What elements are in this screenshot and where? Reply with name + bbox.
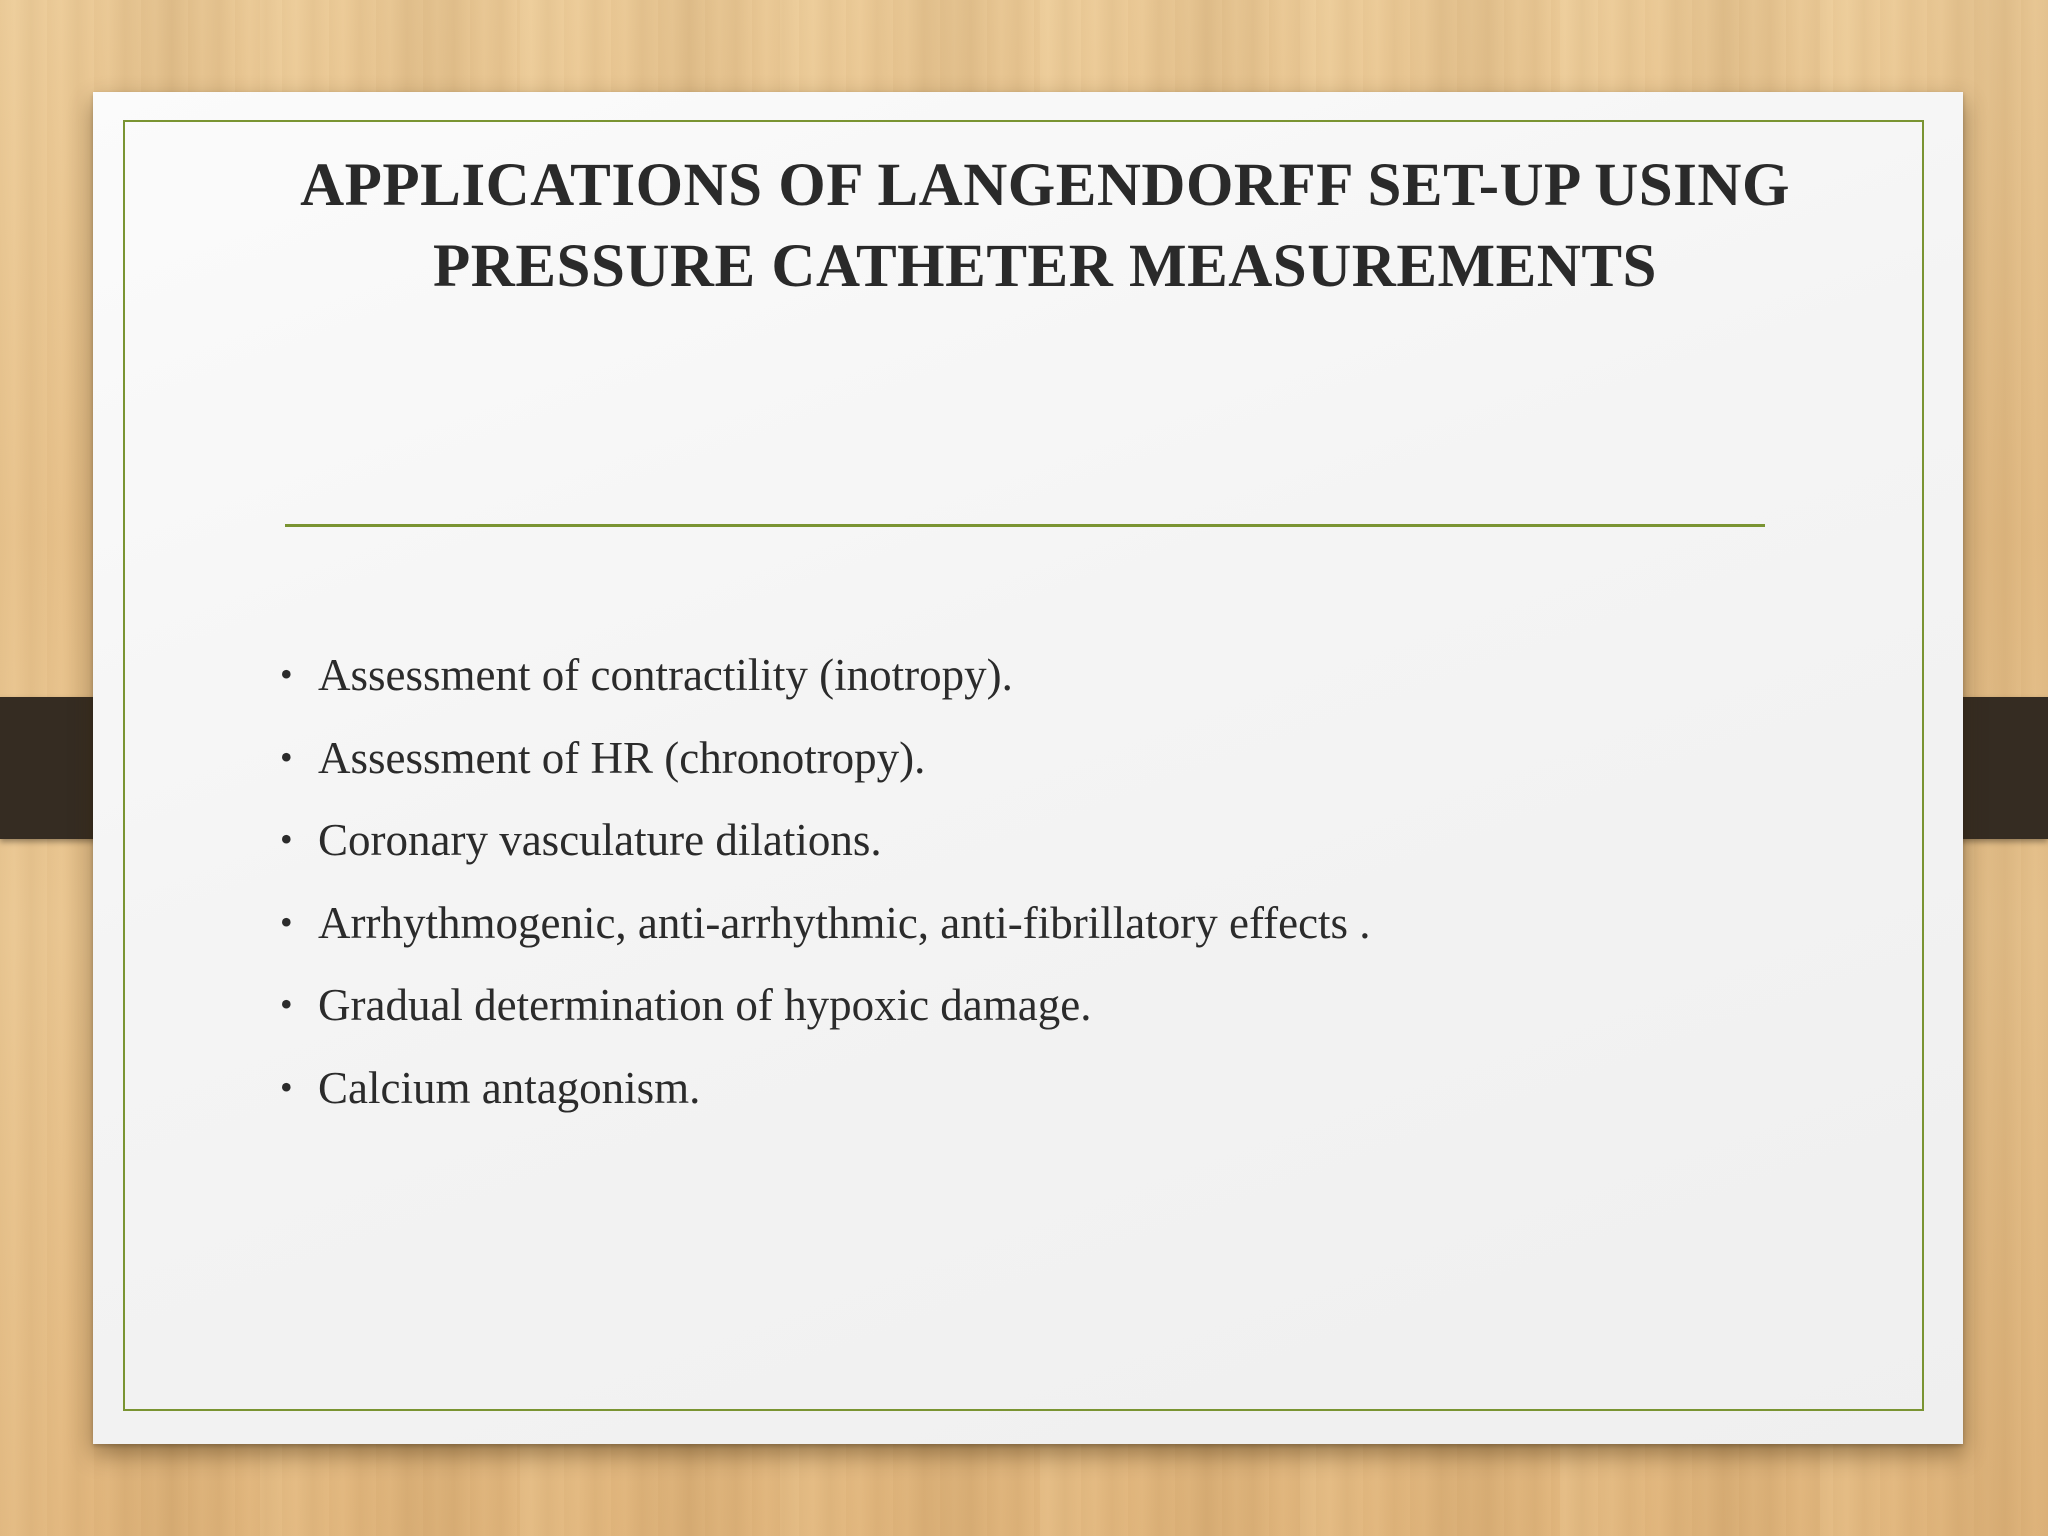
bullet-icon: • (280, 819, 293, 859)
bullet-icon: • (280, 736, 293, 777)
bullet-icon: • (280, 901, 293, 942)
bullet-item-3 (280, 799, 1371, 882)
bullet-item-4 (280, 882, 1371, 965)
bullet-item-6 (280, 1047, 1371, 1130)
bullet-text: Gradual determination of hypoxic damage. (318, 980, 1092, 1030)
bullet-text: Calcium antagonism. (318, 1062, 701, 1113)
slide-title-line-1: APPLICATIONS OF LANGENDORFF SET-UP USING (300, 152, 1790, 219)
bullet-text: Coronary vasculature dilations. (318, 815, 882, 865)
slide-title-line-2: PRESSURE CATHETER MEASUREMENTS (433, 233, 1657, 300)
bullet-icon: • (280, 654, 293, 694)
bullet-list (280, 634, 1371, 1129)
bullet-icon: • (280, 984, 293, 1024)
bullet-icon: • (280, 1066, 293, 1107)
slide-title (150, 145, 1940, 307)
bullet-text: Assessment of HR (chronotropy). (318, 732, 926, 783)
bullet-item-5 (280, 964, 1371, 1047)
bullet-item-2 (280, 717, 1371, 800)
title-divider (285, 524, 1765, 527)
bullet-item-1 (280, 634, 1371, 717)
bullet-text: Arrhythmogenic, anti-arrhythmic, anti-fibrillatory effects . (318, 897, 1371, 948)
bullet-text: Assessment of contractility (inotropy). (318, 650, 1013, 700)
